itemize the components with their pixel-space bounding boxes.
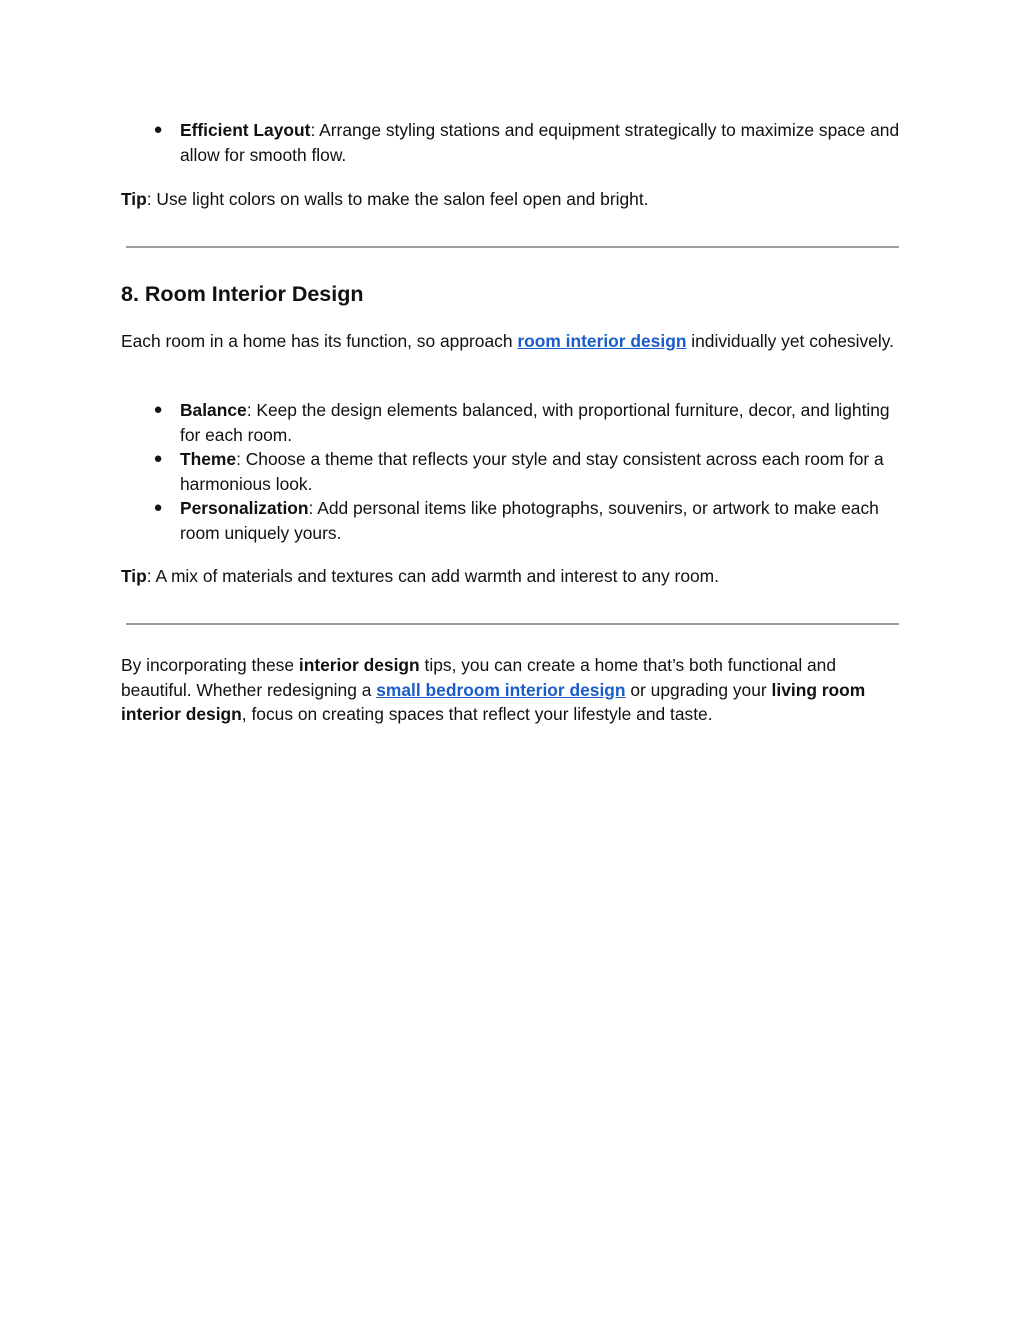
section7-bullets [121,118,901,167]
bullet-list [121,398,901,545]
section-heading: 8. Room Interior Design [121,282,364,306]
bullet-term: Efficient Layout [180,120,311,140]
list-item [121,447,901,496]
bullet-icon: ● [153,499,163,516]
tip-label: Tip [121,189,147,209]
intro-text: Each room in a home has its function, so approach [121,331,518,351]
list-item [121,118,901,167]
small-bedroom-interior-design-link[interactable]: small bedroom interior design [376,679,626,700]
section8-bullets [121,398,901,545]
tip-label: Tip [121,566,147,586]
bullet-text: : Keep the design elements balanced, with proportional furniture, decor, and lighting for each room. [180,400,890,445]
bullet-icon: ● [153,401,163,418]
list-item [121,496,901,545]
bullet-icon: ● [153,450,163,467]
conclusion-bold-term: living room interior design [121,679,866,724]
tip-text: : A mix of materials and textures can add warmth and interest to any room. [146,566,719,586]
tip-paragraph [121,187,901,212]
conclusion-text: tips, you can create a home that’s both functional and beautiful. Whether redesigning a [121,655,837,700]
list-item [121,398,901,447]
bullet-term: Theme [180,449,237,469]
intro-paragraph [121,329,901,354]
horizontal-divider [126,246,899,248]
bullet-list [121,118,901,167]
conclusion-text: By incorporating these [121,655,299,675]
bullet-text: : Add personal items like photographs, souvenirs, or artwork to make each room uniquely yours. [180,498,879,543]
tip-text: : Use light colors on walls to make the salon feel open and bright. [146,189,649,209]
conclusion-bold-term: interior design [298,655,420,675]
bullet-term: Balance [180,400,247,420]
room-interior-design-link[interactable]: room interior design [517,331,687,351]
conclusion-paragraph [121,653,901,727]
tip-paragraph [121,564,901,589]
horizontal-divider [126,623,899,625]
intro-text-end: individually yet cohesively. [686,331,894,351]
conclusion-text: , focus on creating spaces that reflect your lifestyle and taste. [241,704,713,724]
conclusion-text: or upgrading your [625,679,772,700]
bullet-text: : Arrange styling stations and equipment strategically to maximize space and allow for smooth flow. [180,120,900,165]
bullet-icon: ● [153,121,163,138]
bullet-term: Personalization [180,498,309,518]
bullet-text: : Choose a theme that reflects your style and stay consistent across each room for a harmonious look. [180,449,884,494]
